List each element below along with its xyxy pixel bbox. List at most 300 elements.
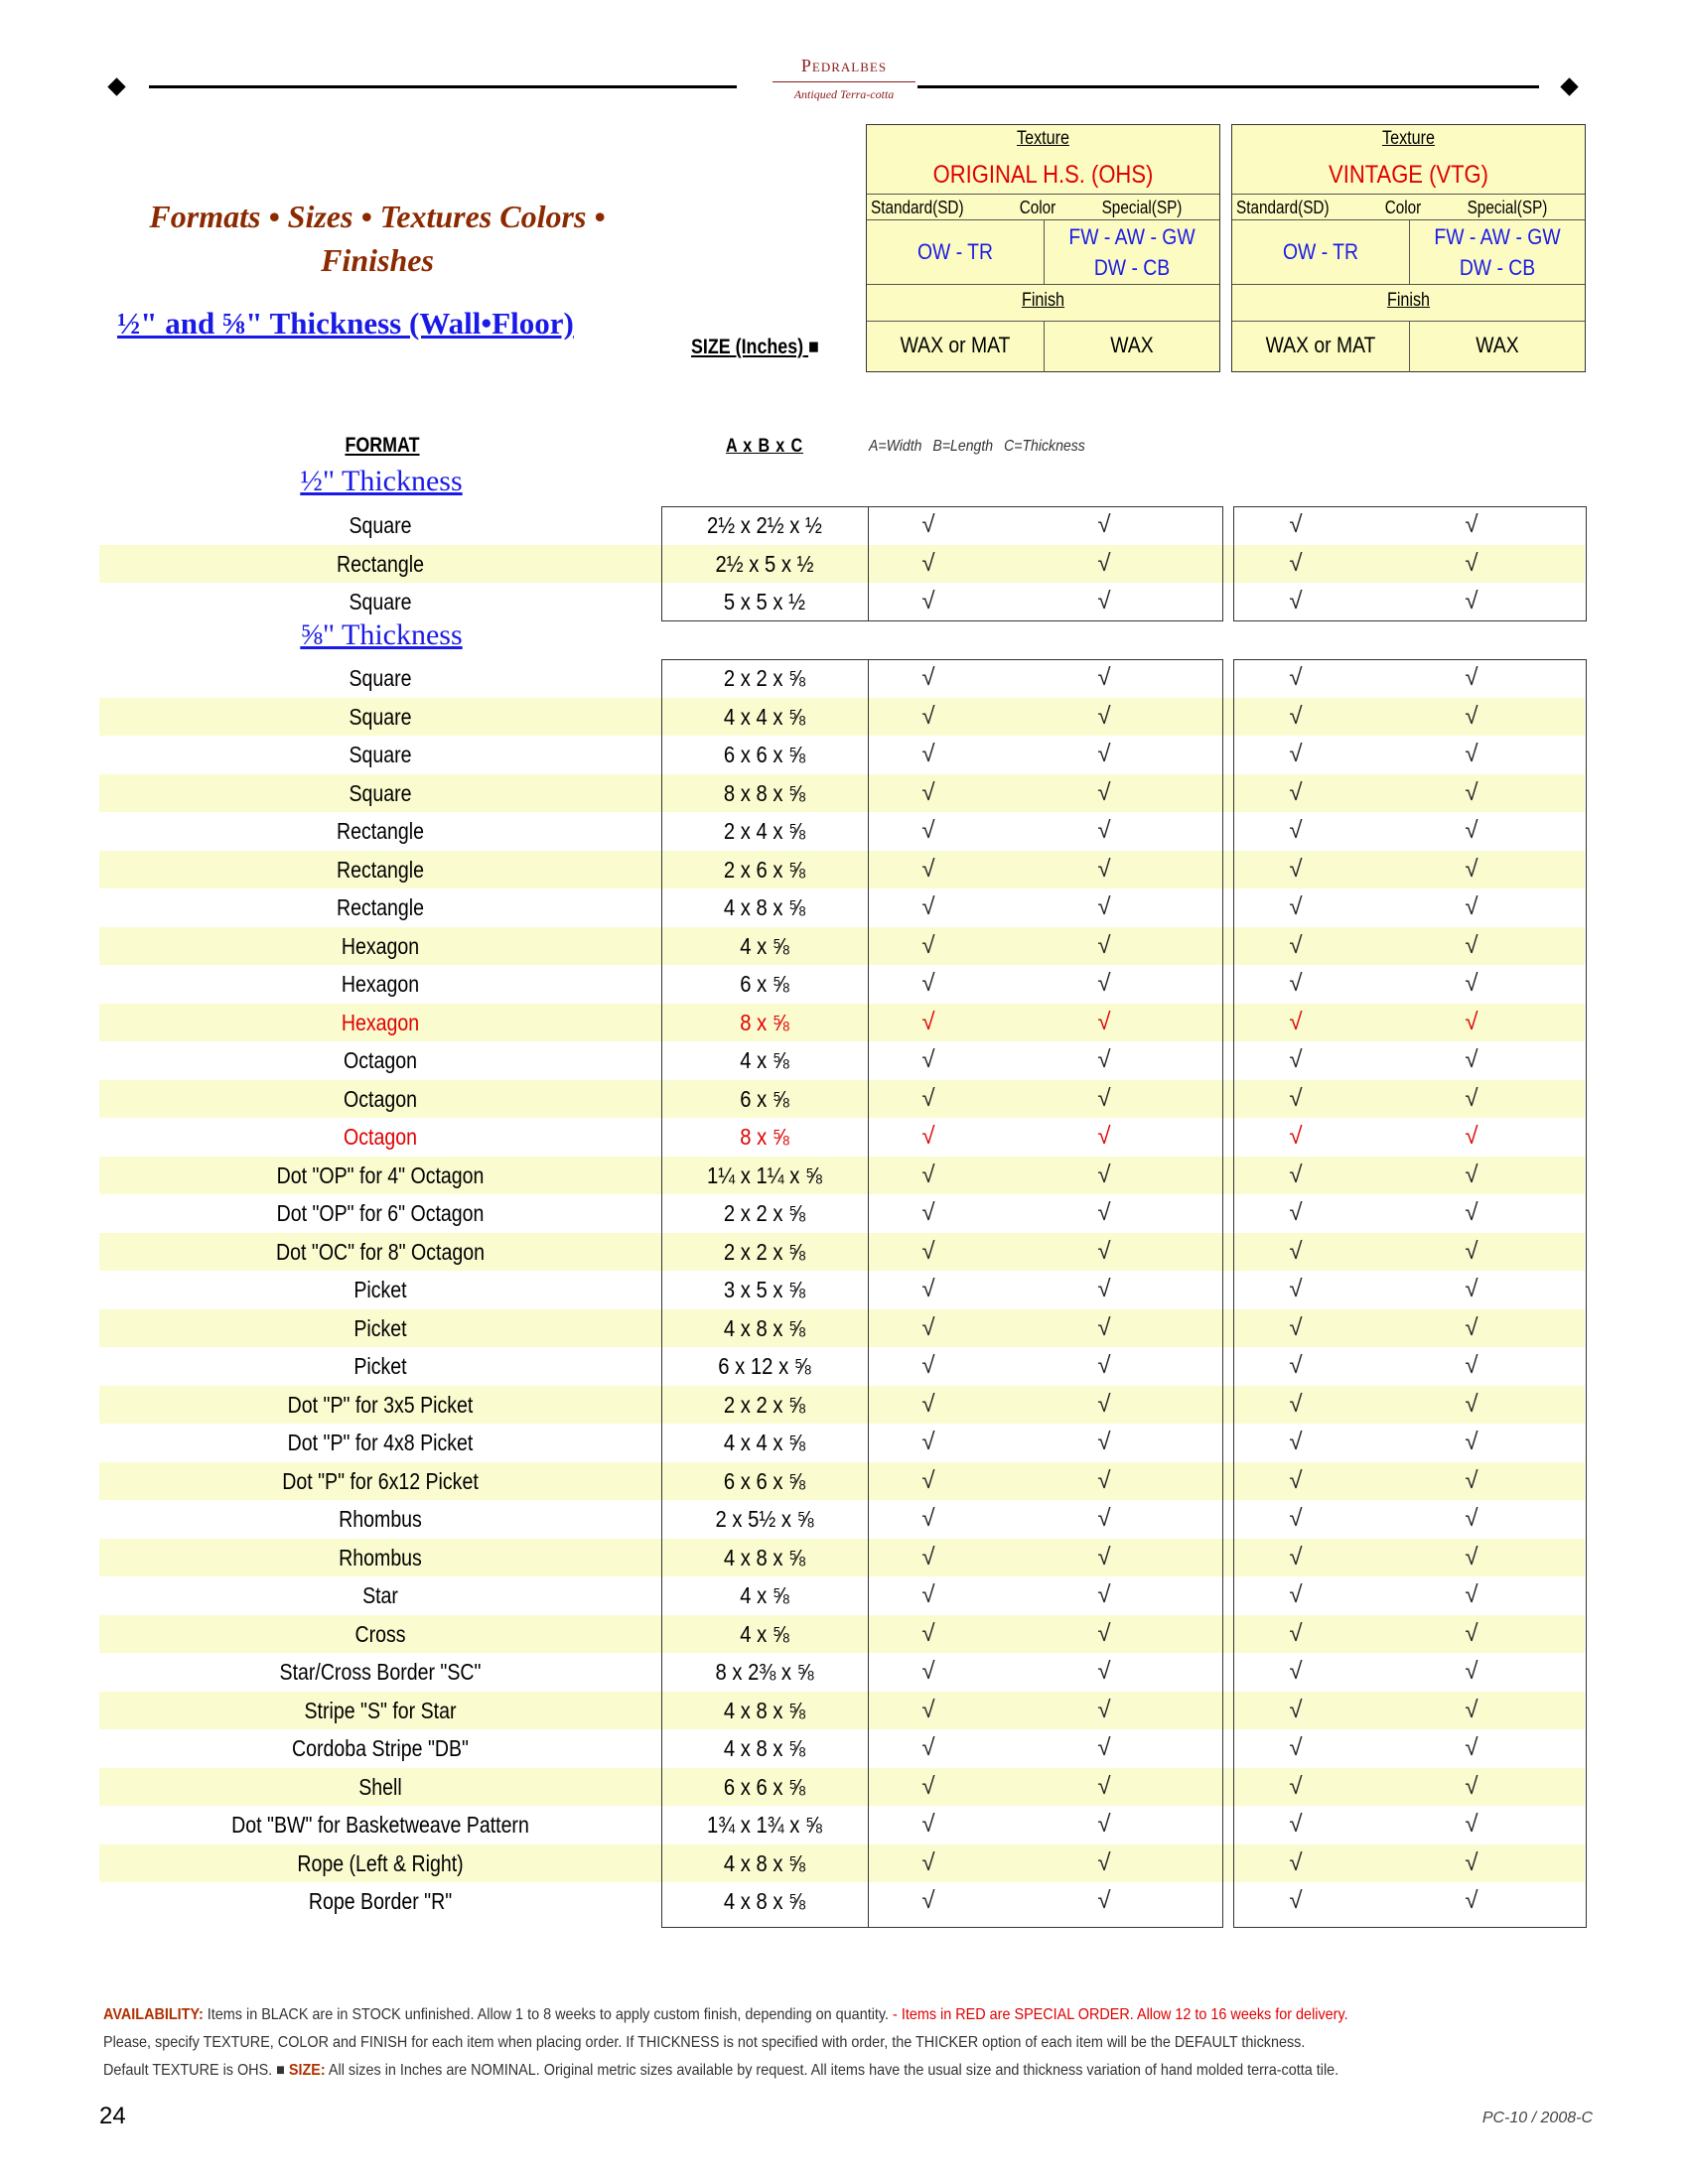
- ohs-standard-check: √: [921, 588, 935, 614]
- table-row: [99, 1004, 1585, 1042]
- vtg-special-check: √: [1465, 1734, 1478, 1761]
- table-row: [99, 1080, 1585, 1119]
- size-cell: 4 x 8 x ⅝: [723, 1314, 806, 1341]
- size-cell: 6 x 12 x ⅝: [718, 1353, 811, 1379]
- vtg-special-check: √: [1465, 1696, 1478, 1723]
- vtg-standard-check: √: [1289, 1199, 1303, 1226]
- ohs-standard-check: √: [921, 1313, 935, 1341]
- ohs-standard-check: √: [921, 1811, 935, 1838]
- size-inches-label: [691, 336, 819, 359]
- ohs-special-check: √: [1097, 1084, 1111, 1112]
- format-cell: Octagon: [344, 1124, 417, 1150]
- vtg-standard-check: √: [1289, 1848, 1303, 1876]
- vtg-standard-check: √: [1289, 549, 1303, 577]
- vtg-special-check: √: [1465, 1199, 1478, 1226]
- vtg-special-check: √: [1465, 1352, 1478, 1379]
- size-cell: 4 x 8 x ⅝: [723, 1544, 806, 1570]
- table-row: [99, 888, 1585, 927]
- ohs-standard-check: √: [921, 1276, 935, 1302]
- ohs-special-check: √: [1097, 1887, 1111, 1914]
- vtg-standard-check: √: [1289, 1658, 1303, 1685]
- ohs-standard-check: √: [921, 664, 935, 691]
- ohs-standard-check: √: [921, 1390, 935, 1418]
- finish-standard: WAX or MAT: [1265, 333, 1376, 357]
- ohs-special-check: √: [1097, 1008, 1111, 1035]
- vtg-special-check: √: [1465, 855, 1478, 883]
- ohs-standard-check: √: [921, 1084, 935, 1112]
- size-cell: 3 x 5 x ⅝: [723, 1277, 806, 1302]
- table-row: [99, 659, 1585, 698]
- size-cell: 8 x 2⅜ x ⅝: [715, 1659, 814, 1685]
- vtg-special-check: √: [1465, 893, 1478, 920]
- vtg-standard-check: √: [1289, 1581, 1303, 1608]
- vtg-standard-check: √: [1289, 702, 1303, 730]
- texture-box-ohs: [866, 124, 1220, 372]
- section-title-five-eighths[interactable]: ⅝" Thickness: [300, 618, 463, 651]
- vtg-special-check: √: [1465, 778, 1478, 806]
- table-row: [99, 1194, 1585, 1233]
- footer-size-note: [103, 2057, 1444, 2085]
- table-row: [99, 1271, 1585, 1309]
- format-cell: Rectangle: [336, 894, 425, 920]
- color-label: Color: [1384, 198, 1422, 217]
- format-cell: Rope Border "R": [308, 1888, 453, 1914]
- color-label: Color: [1019, 198, 1056, 217]
- format-cell: Square: [349, 779, 412, 806]
- format-cell: Hexagon: [341, 971, 420, 997]
- vtg-standard-check: √: [1289, 1734, 1303, 1761]
- format-cell: Dot "OC" for 8" Octagon: [276, 1238, 485, 1265]
- table-row: [99, 1806, 1585, 1844]
- table-row: [99, 1424, 1585, 1462]
- ohs-standard-check: √: [921, 1046, 935, 1073]
- texture-label: Texture: [1382, 128, 1435, 149]
- finish-label: Finish: [1386, 290, 1431, 311]
- vtg-standard-check: √: [1289, 1505, 1303, 1532]
- vtg-standard-check: √: [1289, 931, 1303, 959]
- size-cell: 8 x ⅝: [740, 1124, 789, 1150]
- size-cell: 8 x ⅝: [740, 1009, 789, 1035]
- vtg-special-check: √: [1465, 1466, 1478, 1494]
- availability-text: Items in BLACK are in STOCK unfinished. Allow 1 to 8 weeks to apply custom finish, depending on quantity.: [203, 2006, 894, 2023]
- vtg-special-check: √: [1465, 817, 1478, 844]
- vtg-special-check: √: [1465, 1811, 1478, 1838]
- table-row: [99, 1309, 1585, 1348]
- ohs-special-check: √: [1097, 588, 1111, 614]
- footer-specify-note: Please, specify TEXTURE, COLOR and FINISH for each item when placing order. If THICKNESS is not specified with order, the THICKER option of each item will be the DEFAULT thickness.: [103, 2034, 1306, 2051]
- size-footer-text: All sizes in Inches are NOMINAL. Original metric sizes available by request. All items have the usual size and thickness variation of hand molded terra-cotta tile.: [325, 2062, 1339, 2079]
- thickness-title-link[interactable]: ½" and ⅝" Thickness (Wall•Floor): [117, 306, 574, 341]
- ohs-special-check: √: [1097, 664, 1111, 691]
- size-cell: 2 x 2 x ⅝: [723, 1200, 806, 1226]
- ohs-special-check: √: [1097, 1772, 1111, 1800]
- size-cell: 8 x 8 x ⅝: [723, 779, 806, 806]
- vtg-special-check: √: [1465, 1160, 1478, 1188]
- ohs-special-check: √: [1097, 1734, 1111, 1761]
- ohs-special-check: √: [1097, 1466, 1111, 1494]
- ohs-special-check: √: [1097, 1199, 1111, 1226]
- table-row: [99, 1576, 1585, 1615]
- vtg-standard-check: √: [1289, 1429, 1303, 1455]
- size-cell: 6 x ⅝: [740, 1085, 789, 1112]
- ohs-standard-check: √: [921, 778, 935, 806]
- table-row: [99, 1692, 1585, 1730]
- size-cell: 6 x ⅝: [740, 971, 789, 997]
- vtg-standard-check: √: [1289, 1390, 1303, 1418]
- special-colors-1: FW - AW - GW: [1068, 224, 1196, 249]
- size-footer-label: SIZE:: [288, 2062, 326, 2079]
- vtg-standard-check: √: [1289, 855, 1303, 883]
- vtg-standard-check: √: [1289, 1237, 1303, 1265]
- table-row: [99, 1768, 1585, 1807]
- size-cell: 6 x 6 x ⅝: [723, 742, 806, 767]
- vtg-standard-check: √: [1289, 1313, 1303, 1341]
- format-cell: Square: [349, 589, 412, 614]
- table-row: [99, 1041, 1585, 1080]
- vtg-standard-check: √: [1289, 1696, 1303, 1723]
- ohs-standard-check: √: [921, 1543, 935, 1570]
- ohs-special-check: √: [1097, 702, 1111, 730]
- vtg-special-check: √: [1465, 588, 1478, 614]
- table-row: [99, 1118, 1585, 1157]
- format-cell: Square: [349, 703, 412, 730]
- finish-standard: WAX or MAT: [900, 333, 1011, 357]
- ohs-standard-check: √: [921, 817, 935, 844]
- format-cell: Picket: [353, 1353, 407, 1379]
- format-cell: Hexagon: [341, 1009, 420, 1035]
- vtg-special-check: √: [1465, 1276, 1478, 1302]
- ohs-standard-check: √: [921, 855, 935, 883]
- standard-colors: OW - TR: [916, 239, 993, 264]
- format-cell: Rope (Left & Right): [297, 1849, 464, 1876]
- ohs-standard-check: √: [921, 1658, 935, 1685]
- size-cell: 6 x 6 x ⅝: [723, 1773, 806, 1800]
- table-row: [99, 1615, 1585, 1654]
- table-row: [99, 1653, 1585, 1692]
- format-cell: Shell: [358, 1773, 402, 1800]
- size-cell: 2 x 6 x ⅝: [723, 856, 806, 883]
- finish-label: Finish: [1021, 290, 1065, 311]
- table-row: [99, 1347, 1585, 1386]
- dimension-legend: A=Width B=Length C=Thickness: [869, 438, 1085, 455]
- size-cell: 4 x 4 x ⅝: [723, 703, 806, 730]
- vtg-standard-check: √: [1289, 511, 1303, 538]
- ohs-special-check: √: [1097, 817, 1111, 844]
- table-row: [99, 1386, 1585, 1425]
- brand-underline: [773, 81, 915, 82]
- ohs-special-check: √: [1097, 1505, 1111, 1532]
- special-colors-2: DW - CB: [1093, 255, 1171, 280]
- size-cell: 4 x 8 x ⅝: [723, 1735, 806, 1761]
- vtg-standard-check: √: [1289, 1123, 1303, 1150]
- format-column-header: FORMAT: [345, 434, 420, 457]
- page-title: [99, 195, 655, 282]
- ohs-special-check: √: [1097, 1237, 1111, 1265]
- ohs-special-check: √: [1097, 855, 1111, 883]
- left-diamond-ornament: [107, 77, 125, 95]
- ohs-standard-check: √: [921, 1237, 935, 1265]
- size-cell: 4 x 8 x ⅝: [723, 1697, 806, 1723]
- vtg-standard-check: √: [1289, 588, 1303, 614]
- vtg-special-check: √: [1465, 970, 1478, 997]
- finish-special: WAX: [1110, 333, 1154, 357]
- texture-label: Texture: [1017, 128, 1069, 149]
- size-cell: 1¼ x 1¼ x ⅝: [707, 1161, 822, 1188]
- size-cell: 4 x ⅝: [740, 1620, 789, 1647]
- ohs-standard-check: √: [921, 1772, 935, 1800]
- ohs-standard-check: √: [921, 1581, 935, 1608]
- special-label: Special(SP): [1101, 198, 1183, 217]
- format-cell: Cordoba Stripe "DB": [292, 1735, 469, 1761]
- format-cell: Octagon: [344, 1085, 417, 1112]
- ohs-special-check: √: [1097, 1619, 1111, 1647]
- table-row: [99, 1500, 1585, 1539]
- availability-red-text: - Items in RED are SPECIAL ORDER. Allow 12 to 16 weeks for delivery.: [893, 2006, 1348, 2023]
- ohs-special-check: √: [1097, 1581, 1111, 1608]
- vtg-special-check: √: [1465, 1619, 1478, 1647]
- vtg-special-check: √: [1465, 1658, 1478, 1685]
- section-title-half-inch[interactable]: ½" Thickness: [300, 465, 463, 497]
- ohs-standard-check: √: [921, 1848, 935, 1876]
- size-cell: 2 x 2 x ⅝: [723, 1391, 806, 1418]
- vtg-special-check: √: [1465, 1046, 1478, 1073]
- vtg-special-check: √: [1465, 1429, 1478, 1455]
- vtg-standard-check: √: [1289, 970, 1303, 997]
- format-cell: Hexagon: [341, 932, 420, 959]
- table-row: [99, 583, 1585, 621]
- special-colors-1: FW - AW - GW: [1434, 224, 1561, 249]
- ohs-standard-check: √: [921, 1352, 935, 1379]
- ohs-standard-check: √: [921, 741, 935, 767]
- ohs-special-check: √: [1097, 778, 1111, 806]
- vtg-standard-check: √: [1289, 817, 1303, 844]
- vtg-special-check: √: [1465, 1123, 1478, 1150]
- ohs-standard-check: √: [921, 1199, 935, 1226]
- table-row: [99, 1729, 1585, 1768]
- ohs-special-check: √: [1097, 893, 1111, 920]
- right-diamond-ornament: [1560, 77, 1578, 95]
- format-cell: Square: [349, 742, 412, 767]
- vtg-special-check: √: [1465, 1084, 1478, 1112]
- availability-label: AVAILABILITY:: [103, 2006, 204, 2023]
- size-cell: 2 x 2 x ⅝: [723, 1238, 806, 1265]
- vtg-special-check: √: [1465, 1772, 1478, 1800]
- format-cell: Rectangle: [336, 818, 425, 844]
- vtg-standard-check: √: [1289, 1887, 1303, 1914]
- table-row: [99, 965, 1585, 1004]
- ohs-special-check: √: [1097, 511, 1111, 538]
- size-cell: 4 x ⅝: [740, 932, 789, 959]
- size-cell: 5 x 5 x ½: [723, 589, 806, 614]
- table-row: [99, 736, 1585, 774]
- ohs-special-check: √: [1097, 1160, 1111, 1188]
- ohs-standard-check: √: [921, 970, 935, 997]
- ohs-standard-check: √: [921, 1123, 935, 1150]
- ohs-special-check: √: [1097, 1543, 1111, 1570]
- format-cell: Dot "BW" for Basketweave Pattern: [231, 1812, 529, 1838]
- vtg-special-check: √: [1465, 664, 1478, 691]
- table-row: [99, 927, 1585, 966]
- vtg-standard-check: √: [1289, 664, 1303, 691]
- size-cell: 4 x 8 x ⅝: [723, 894, 806, 920]
- ohs-standard-check: √: [921, 931, 935, 959]
- vtg-standard-check: √: [1289, 1543, 1303, 1570]
- vtg-special-check: √: [1465, 1887, 1478, 1914]
- format-cell: Cross: [354, 1620, 406, 1647]
- table-row: [99, 1844, 1585, 1883]
- vtg-standard-check: √: [1289, 778, 1303, 806]
- vtg-standard-check: √: [1289, 893, 1303, 920]
- table-row: [99, 774, 1585, 813]
- format-cell: Dot "P" for 4x8 Picket: [287, 1430, 474, 1455]
- size-cell: 4 x 4 x ⅝: [723, 1430, 806, 1455]
- table-row: [99, 1233, 1585, 1272]
- vtg-special-check: √: [1465, 1581, 1478, 1608]
- table-row: [99, 1462, 1585, 1501]
- header-rule-left: [149, 85, 737, 88]
- table-row: [99, 545, 1585, 584]
- ohs-standard-check: √: [921, 1160, 935, 1188]
- ohs-standard-check: √: [921, 549, 935, 577]
- format-cell: Picket: [353, 1314, 407, 1341]
- ohs-standard-check: √: [921, 1008, 935, 1035]
- format-cell: Star/Cross Border "SC": [279, 1659, 482, 1685]
- size-cell: 2½ x 5 x ½: [715, 550, 814, 577]
- page-number: 24: [99, 2103, 126, 2129]
- size-cell: 4 x 8 x ⅝: [723, 1888, 806, 1914]
- format-cell: Star: [362, 1582, 398, 1608]
- vtg-standard-check: √: [1289, 1352, 1303, 1379]
- ohs-special-check: √: [1097, 1390, 1111, 1418]
- ohs-standard-check: √: [921, 1619, 935, 1647]
- size-marker: ■: [808, 336, 819, 358]
- finish-special: WAX: [1476, 333, 1519, 357]
- ohs-special-check: √: [1097, 1046, 1111, 1073]
- standard-label: Standard(SD): [1236, 198, 1330, 217]
- ohs-standard-check: √: [921, 1466, 935, 1494]
- format-cell: Picket: [353, 1277, 407, 1302]
- size-cell: 4 x 8 x ⅝: [723, 1849, 806, 1876]
- vtg-special-check: √: [1465, 741, 1478, 767]
- format-cell: Dot "P" for 6x12 Picket: [282, 1467, 479, 1494]
- vtg-special-check: √: [1465, 1313, 1478, 1341]
- vtg-standard-check: √: [1289, 1619, 1303, 1647]
- page-title-line1: Formats • Sizes • Textures Colors •: [149, 199, 606, 234]
- size-cell: 2½ x 2½ x ½: [707, 512, 822, 538]
- document-code: PC-10 / 2008-C: [1481, 2110, 1593, 2126]
- table-row: [99, 812, 1585, 851]
- format-cell: Octagon: [344, 1047, 417, 1073]
- ohs-standard-check: √: [921, 1696, 935, 1723]
- vtg-special-check: √: [1465, 1008, 1478, 1035]
- vtg-standard-check: √: [1289, 1160, 1303, 1188]
- ohs-special-check: √: [1097, 1123, 1111, 1150]
- format-cell: Dot "P" for 3x5 Picket: [287, 1391, 474, 1418]
- size-cell: 2 x 2 x ⅝: [723, 665, 806, 691]
- size-cell: 4 x ⅝: [740, 1047, 789, 1073]
- format-cell: Rectangle: [336, 550, 425, 577]
- vtg-standard-check: √: [1289, 1276, 1303, 1302]
- special-label: Special(SP): [1467, 198, 1548, 217]
- ohs-standard-check: √: [921, 893, 935, 920]
- ohs-special-check: √: [1097, 1658, 1111, 1685]
- ohs-special-check: √: [1097, 1811, 1111, 1838]
- ohs-special-check: √: [1097, 1848, 1111, 1876]
- size-cell: 2 x 5½ x ⅝: [715, 1506, 814, 1532]
- default-texture-text: Default TEXTURE is OHS. ■: [103, 2062, 289, 2079]
- ohs-special-check: √: [1097, 970, 1111, 997]
- format-cell: Stripe "S" for Star: [304, 1697, 457, 1723]
- brand-subtitle: Antiqued Terra-cotta: [793, 87, 895, 101]
- table-row: [99, 698, 1585, 737]
- ohs-standard-check: √: [921, 702, 935, 730]
- format-cell: Square: [349, 665, 412, 691]
- vtg-special-check: √: [1465, 549, 1478, 577]
- header-rule-right: [917, 85, 1539, 88]
- vtg-standard-check: √: [1289, 1772, 1303, 1800]
- vtg-standard-check: √: [1289, 1084, 1303, 1112]
- size-label-text: SIZE (Inches): [691, 336, 804, 358]
- size-cell: 6 x 6 x ⅝: [723, 1467, 806, 1494]
- vtg-standard-check: √: [1289, 1811, 1303, 1838]
- vtg-special-check: √: [1465, 1543, 1478, 1570]
- ohs-standard-check: √: [921, 511, 935, 538]
- table-row: [99, 1539, 1585, 1577]
- ohs-special-check: √: [1097, 1352, 1111, 1379]
- table-row: [99, 506, 1585, 545]
- footer-availability: [103, 2001, 1444, 2029]
- texture-box-vtg: [1231, 124, 1586, 372]
- special-colors-2: DW - CB: [1459, 255, 1536, 280]
- format-cell: Dot "OP" for 6" Octagon: [276, 1200, 485, 1226]
- vtg-standard-check: √: [1289, 1008, 1303, 1035]
- vtg-special-check: √: [1465, 1505, 1478, 1532]
- table-row: [99, 851, 1585, 889]
- vtg-standard-check: √: [1289, 1046, 1303, 1073]
- page-title-line2: Finishes: [321, 242, 434, 278]
- standard-colors: OW - TR: [1282, 239, 1358, 264]
- ohs-special-check: √: [1097, 1313, 1111, 1341]
- ohs-special-check: √: [1097, 741, 1111, 767]
- format-cell: Rhombus: [339, 1506, 422, 1532]
- ohs-special-check: √: [1097, 549, 1111, 577]
- ohs-special-check: √: [1097, 1276, 1111, 1302]
- vtg-special-check: √: [1465, 702, 1478, 730]
- size-cell: 4 x ⅝: [740, 1582, 789, 1608]
- vtg-special-check: √: [1465, 511, 1478, 538]
- ohs-special-check: √: [1097, 1696, 1111, 1723]
- ohs-standard-check: √: [921, 1429, 935, 1455]
- ohs-special-check: √: [1097, 1429, 1111, 1455]
- vtg-standard-check: √: [1289, 1466, 1303, 1494]
- brand-name: Pedralbes: [800, 56, 888, 75]
- abc-column-header: A x B x C: [726, 436, 803, 457]
- ohs-standard-check: √: [921, 1505, 935, 1532]
- ohs-special-check: √: [1097, 931, 1111, 959]
- size-cell: 1¾ x 1¾ x ⅝: [707, 1812, 822, 1838]
- vtg-special-check: √: [1465, 1390, 1478, 1418]
- format-cell: Rhombus: [339, 1544, 422, 1570]
- texture-name: VINTAGE (VTG): [1329, 161, 1488, 189]
- format-cell: Rectangle: [336, 856, 425, 883]
- vtg-standard-check: √: [1289, 741, 1303, 767]
- ohs-standard-check: √: [921, 1887, 935, 1914]
- format-cell: Dot "OP" for 4" Octagon: [276, 1161, 485, 1188]
- table-row: [99, 1882, 1585, 1921]
- standard-label: Standard(SD): [871, 198, 964, 217]
- vtg-special-check: √: [1465, 1848, 1478, 1876]
- vtg-special-check: √: [1465, 1237, 1478, 1265]
